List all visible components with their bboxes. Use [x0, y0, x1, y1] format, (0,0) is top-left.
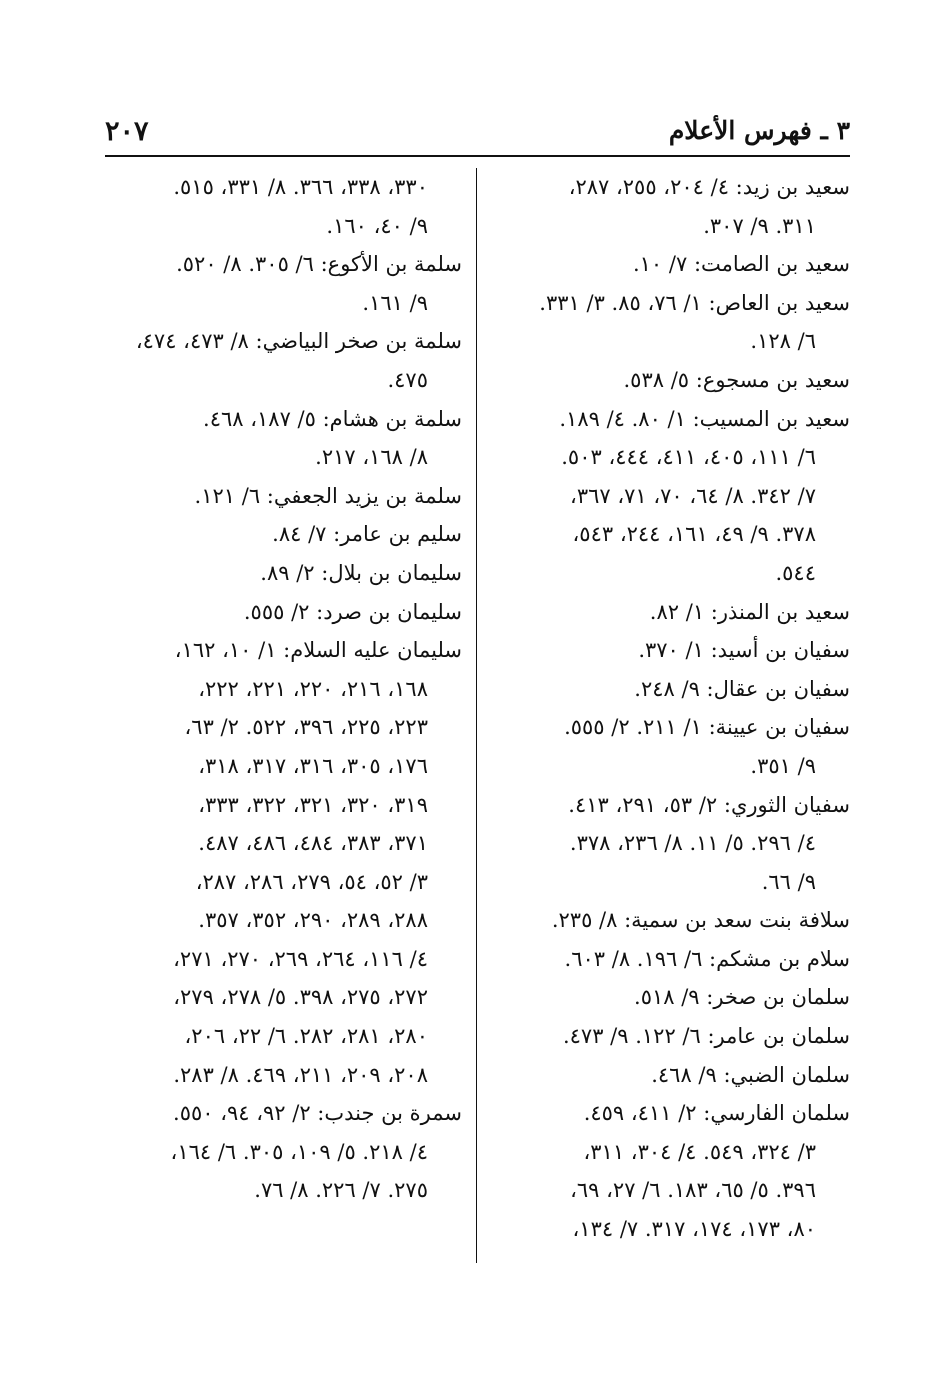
index-entry-continuation: ٤/ ٢٩٦. ٥/ ١١. ٨/ ٢٣٦، ٣٧٨. [569, 831, 816, 856]
index-entry-continuation: ٢٨٨، ٢٨٩، ٢٩٠، ٣٥٢، ٣٥٧. [198, 908, 428, 933]
index-entry-continuation: ٩/ ٣٥١. [750, 753, 816, 778]
index-column-left [105, 168, 462, 1210]
index-entry-continuation: ٦/ ١١١، ٤٠٥، ٤١١، ٤٤٤، ٥٠٣. [561, 445, 816, 470]
index-entry-continuation: ٥٤٤. [775, 560, 816, 585]
index-entry-continuation: ١٦٨، ٢١٦، ٢٢٠، ٢٢١، ٢٢٢، [198, 676, 428, 701]
page-number: ٢٠٧ [105, 116, 149, 147]
index-entry-continuation: ٧/ ٣٤٢. ٨/ ٦٤، ٧٠، ٧١، ٣٦٧، [570, 483, 816, 508]
index-entry: سفيان بن عقال: ٩/ ٢٤٨. [634, 676, 850, 701]
index-entry-continuation: ٢٨٠، ٢٨١، ٢٨٢. ٦/ ٢٢، ٢٠٦، [184, 1024, 428, 1049]
index-entry: سلام بن مشكم: ٦/ ١٩٦. ٨/ ٦٠٣. [564, 946, 850, 971]
index-entry-continuation: ٩/ ٤٠، ١٦٠. [326, 213, 428, 238]
index-entry: سمرة بن جندب: ٢/ ٩٢، ٩٤، ٥٥٠. [173, 1101, 462, 1126]
index-entry-continuation: ٣٧١، ٣٨٣، ٤٨٤، ٤٨٦، ٤٨٧. [198, 831, 428, 856]
index-entry: سفيان بن أسيد: ١/ ٣٧٠. [638, 638, 850, 663]
index-entry: سليمان عليه السلام: ١/ ١٠، ١٦٢، [174, 638, 462, 663]
index-entry-continuation: ٢٢٣، ٢٢٥، ٣٩٦، ٥٢٢. ٢/ ٦٣، [184, 715, 428, 740]
index-entry: سليمان بن صرد: ٢/ ٥٥٥. [243, 599, 462, 624]
index-entry: سلمة بن صخر البياضي: ٨/ ٤٧٣، ٤٧٤، [135, 329, 462, 354]
index-entry: سعيد بن المسيب: ١/ ٨٠. ٤/ ١٨٩. [559, 406, 850, 431]
index-entry: سلمان بن صخر: ٩/ ٥١٨. [634, 985, 850, 1010]
index-entry-continuation: ٣/ ٣٢٤، ٥٤٩. ٤/ ٣٠٤، ٣١١، [583, 1139, 816, 1164]
index-entry-continuation: ٣١٩، ٣٢٠، ٣٢١، ٣٢٢، ٣٣٣، [198, 792, 428, 817]
index-entry: سعيد بن مسجوع: ٥/ ٥٣٨. [623, 367, 850, 392]
index-entry-continuation: ٤/ ١١٦، ٢٦٤، ٢٦٩، ٢٧٠، ٢٧١، [173, 946, 428, 971]
index-entry-continuation: ٣٣٠، ٣٣٨، ٣٦٦. ٨/ ٣٣١، ٥١٥. [173, 175, 428, 199]
index-entry-continuation: ٢٧٥. ٧/ ٢٢٦. ٨/ ٧٦. [254, 1178, 428, 1203]
index-entry: سليم بن عامر: ٧/ ٨٤. [272, 522, 462, 547]
index-entry-continuation: ٩/ ١٦١. [362, 290, 428, 315]
index-entry: سلمة بن هشام: ٥/ ١٨٧، ٤٦٨. [203, 406, 462, 431]
index-column-right [492, 168, 850, 1249]
index-entry: سلمان الفارسي: ٢/ ٤١١، ٤٥٩. [583, 1101, 850, 1126]
index-entry-continuation: ١٧٦، ٣٠٥، ٣١٦، ٣١٧، ٣١٨، [198, 753, 428, 778]
index-entry-continuation: ٣٩٦. ٥/ ٦٥، ١٨٣. ٦/ ٢٧، ٦٩، [570, 1178, 816, 1203]
index-entry-continuation: ٣١١. ٩/ ٣٠٧. [703, 213, 816, 238]
index-entry: سفيان الثوري: ٢/ ٥٣، ٢٩١، ٤١٣. [568, 792, 850, 817]
index-entry: سلمان الضبي: ٩/ ٤٦٨. [651, 1062, 850, 1087]
index-entry: سعيد بن المنذر: ١/ ٨٢. [649, 599, 850, 624]
page-title: ٣ ـ فهرس الأعلام [668, 116, 850, 145]
page-header [105, 110, 850, 158]
index-entry: سلمان بن عامر: ٦/ ١٢٢. ٩/ ٤٧٣. [562, 1024, 850, 1049]
index-entry-continuation: ٨/ ١٦٨، ٢١٧. [315, 445, 428, 470]
index-entry-continuation: ٢٠٨، ٢٠٩، ٢١١، ٤٦٩. ٨/ ٢٨٣. [173, 1062, 428, 1087]
index-entry: سعيد بن الصامت: ٧/ ١٠. [632, 252, 850, 277]
index-entry: سلمة بن الأكوع: ٦/ ٣٠٥. ٨/ ٥٢٠. [176, 252, 462, 277]
index-entry-continuation: ٤٧٥. [387, 367, 428, 392]
index-entry-continuation: ٣/ ٥٢، ٥٤، ٢٧٩، ٢٨٦، ٢٨٧، [195, 869, 428, 894]
index-entry-continuation: ٢٧٢، ٢٧٥، ٣٩٨. ٥/ ٢٧٨، ٢٧٩، [173, 985, 428, 1010]
index-entry-continuation: ٤/ ٢١٨. ٥/ ١٠٩، ٣٠٥. ٦/ ١٦٤، [170, 1139, 428, 1164]
index-entry: سلمة بن يزيد الجعفي: ٦/ ١٢١. [194, 483, 462, 508]
header-rule [105, 155, 850, 157]
index-entry: سفيان بن عيينة: ١/ ٢١١. ٢/ ٥٥٥. [564, 715, 850, 740]
index-entry-continuation: ٨٠، ١٧٣، ١٧٤، ٣١٧. ٧/ ١٣٤، [572, 1217, 816, 1242]
index-entry: سعيد بن العاص: ١/ ٧٦، ٨٥. ٣/ ٣٣١. [539, 290, 850, 315]
index-entry: سليمان بن بلال: ٢/ ٨٩. [260, 560, 462, 585]
index-entry: سعيد بن زيد: ٤/ ٢٠٤، ٢٥٥، ٢٨٧، [568, 175, 850, 199]
column-divider [476, 168, 477, 1263]
index-entry-continuation: ٩/ ٦٦. [761, 869, 816, 894]
index-entry-continuation: ٣٧٨. ٩/ ٤٩، ١٦١، ٢٤٤، ٥٤٣، [572, 522, 816, 547]
index-entry-continuation: ٦/ ١٢٨. [750, 329, 816, 354]
index-entry: سلافة بنت سعد بن سمية: ٨/ ٢٣٥. [551, 908, 850, 933]
